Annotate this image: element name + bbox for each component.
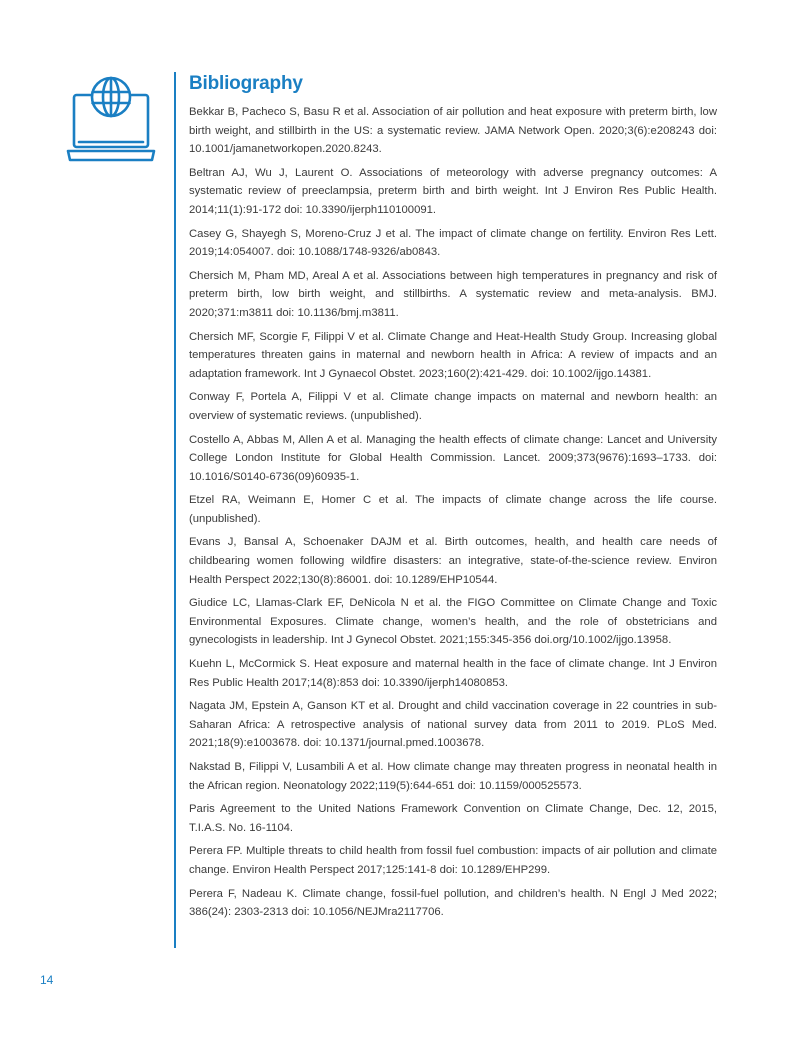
reference-item: Costello A, Abbas M, Allen A et al. Managing the health effects of climate change: Lancet and University College London Institute for Global Health Commission. Lancet. 2009;373(9676):1693–1733. doi: 10.1016/S0140-6736(09)60935-1. <box>189 433 717 483</box>
reference-item: Kuehn L, McCormick S. Heat exposure and maternal health in the face of climate change. Int J Environ Res Public Health 2017;14(8):853 doi: 10.3390/ijerph14080853. <box>189 658 717 689</box>
reference-item: Chersich MF, Scorgie F, Filippi V et al. Climate Change and Heat-Health Study Group. Increasing global temperatures threaten gains in maternal and newborn health in Africa: A review of impacts and an adaptation framework. Int J Gynaecol Obstet. 2023;160(2):421-429. doi: 10.1002/ijgo.14381. <box>189 330 717 380</box>
laptop-globe-icon <box>66 74 156 164</box>
reference-item: Perera FP. Multiple threats to child health from fossil fuel combustion: impacts of air pollution and climate change. Environ Health Perspect 2017;125:141-8 doi: 10.1289/EHP299. <box>189 845 717 876</box>
reference-list <box>189 103 717 922</box>
section-title: Bibliography <box>189 73 303 94</box>
reference-item: Giudice LC, Llamas-Clark EF, DeNicola N et al. the FIGO Committee on Climate Change and Toxic Environmental Exposures. Climate change, women’s health, and the role of obstetricians and gynecologists in leadership. Int J Gynecol Obstet. 2021;155:345-356 doi.org/10.1002/ijgo.13958. <box>189 597 717 647</box>
vertical-divider <box>174 72 176 948</box>
reference-item: Nagata JM, Epstein A, Ganson KT et al. Drought and child vaccination coverage in 22 countries in sub-Saharan Africa: A retrospective analysis of national survey data from 2011 to 2019. PLoS Med. 2021;18(9):e1003678. doi: 10.1371/journal.pmed.1003678. <box>189 700 717 750</box>
reference-item: Paris Agreement to the United Nations Framework Convention on Climate Change, Dec. 12, 2015, T.I.A.S. No. 16-1104. <box>189 803 717 834</box>
reference-item: Etzel RA, Weimann E, Homer C et al. The impacts of climate change across the life course. (unpublished). <box>189 494 717 525</box>
bibliography-section <box>189 72 717 927</box>
reference-item: Nakstad B, Filippi V, Lusambili A et al. How climate change may threaten progress in neonatal health in the African region. Neonatology 2022;119(5):644-651 doi: 10.1159/000525573. <box>189 761 717 792</box>
reference-item: Chersich M, Pham MD, Areal A et al. Associations between high temperatures in pregnancy and risk of preterm birth, low birth weight, and stillbirths. A systematic review and meta-analysis. BMJ. 2020;371:m3811 doi: 10.1136/bmj.m3811. <box>189 269 717 319</box>
reference-item: Conway F, Portela A, Filippi V et al. Climate change impacts on maternal and newborn health: an overview of systematic reviews. (unpublished). <box>189 391 717 422</box>
reference-item: Beltran AJ, Wu J, Laurent O. Associations of meteorology with adverse pregnancy outcomes: A systematic review of preeclampsia, preterm birth and birth weight. Int J Environ Res Public Health. 2014;11(1):91-172 doi: 10.3390/ijerph110100091. <box>189 166 717 216</box>
page-number: 14 <box>40 973 54 987</box>
reference-item: Perera F, Nadeau K. Climate change, fossil-fuel pollution, and children’s health. N Engl J Med 2022; 386(24): 2303-2313 doi: 10.1056/NEJMra2117706. <box>189 887 717 919</box>
reference-item: Bekkar B, Pacheco S, Basu R et al. Association of air pollution and heat exposure with preterm birth, low birth weight, and stillbirth in the US: a systematic review. JAMA Network Open. 2020;3(6):e208243 doi: 10.1001/jamanetworkopen.2020.8243. <box>189 106 717 156</box>
reference-item: Casey G, Shayegh S, Moreno-Cruz J et al. The impact of climate change on fertility. Environ Res Lett. 2019;14:054007. doi: 10.1088/1748-9326/ab0843. <box>189 227 717 259</box>
reference-item: Evans J, Bansal A, Schoenaker DAJM et al. Birth outcomes, health, and health care needs of childbearing women following wildfire disasters: an integrative, state-of-the-science review. Environ Health Perspect 2022;130(8):86001. doi: 10.1289/EHP10544. <box>189 536 717 586</box>
